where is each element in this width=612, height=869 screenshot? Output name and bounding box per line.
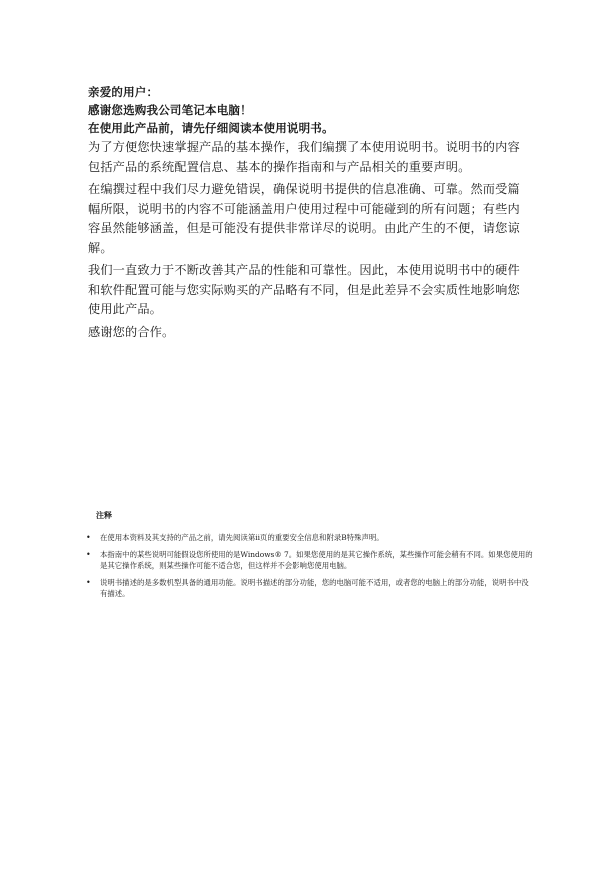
salutation: 亲爱的用户： xyxy=(88,85,159,99)
thanks-line: 感谢您选购我公司笔记本电脑！ xyxy=(88,103,252,117)
notes-title: 注释 xyxy=(96,511,112,520)
notes-section xyxy=(86,510,536,605)
note-text: 本指南中的某些说明可能假设您所使用的是Windows® 7。如果您使用的是其它操作系统，某些操作可能会稍有不同。如果您使用的是其它操作系统，则某些操作可能不适合您，但这样并不会影响您使用电脑。 xyxy=(100,549,533,570)
bullet-icon: • xyxy=(86,577,91,587)
paragraph-closing: 感谢您的合作。 xyxy=(88,324,175,339)
note-text: 说明书描述的是多数机型具备的通用功能。说明书描述的部分功能，您的电脑可能不适用，或者您的电脑上的部分功能，说明书中没有描述。 xyxy=(100,577,529,598)
paragraph-improvement: 我们一直致力于不断改善其产品的性能和可靠性。因此，本使用说明书中的硬件和软件配置可能与您实际购买的产品略有不同，但是此差异不会实质性地影响您使用此产品。 xyxy=(88,263,520,316)
instruction-line: 在使用此产品前，请先仔细阅读本使用说明书。 xyxy=(88,121,334,135)
list-item xyxy=(86,577,536,600)
body-text xyxy=(88,138,520,345)
bullet-icon: • xyxy=(86,549,91,559)
note-text: 在使用本资料及其支持的产品之前，请先阅读第ii页的重要安全信息和附录B特殊声明。 xyxy=(100,533,384,542)
bullet-icon: • xyxy=(86,533,91,542)
list-item xyxy=(86,532,536,544)
notes-list xyxy=(86,532,536,600)
greeting-block xyxy=(88,83,528,137)
paragraph-accuracy: 在编撰过程中我们尽力避免错误，确保说明书提供的信息准确、可靠。然而受篇幅所限，说明书的内容不可能涵盖用户使用过程中可能碰到的所有问题；有些内容虽然能够涵盖，但是可能没有提供非常详尽的说明。由此产生的不便，请您谅解。 xyxy=(88,182,520,255)
paragraph-purpose: 为了方便您快速掌握产品的基本操作，我们编撰了本使用说明书。说明书的内容包括产品的系统配置信息、基本的操作指南和与产品相关的重要声明。 xyxy=(88,140,520,174)
list-item xyxy=(86,549,536,572)
